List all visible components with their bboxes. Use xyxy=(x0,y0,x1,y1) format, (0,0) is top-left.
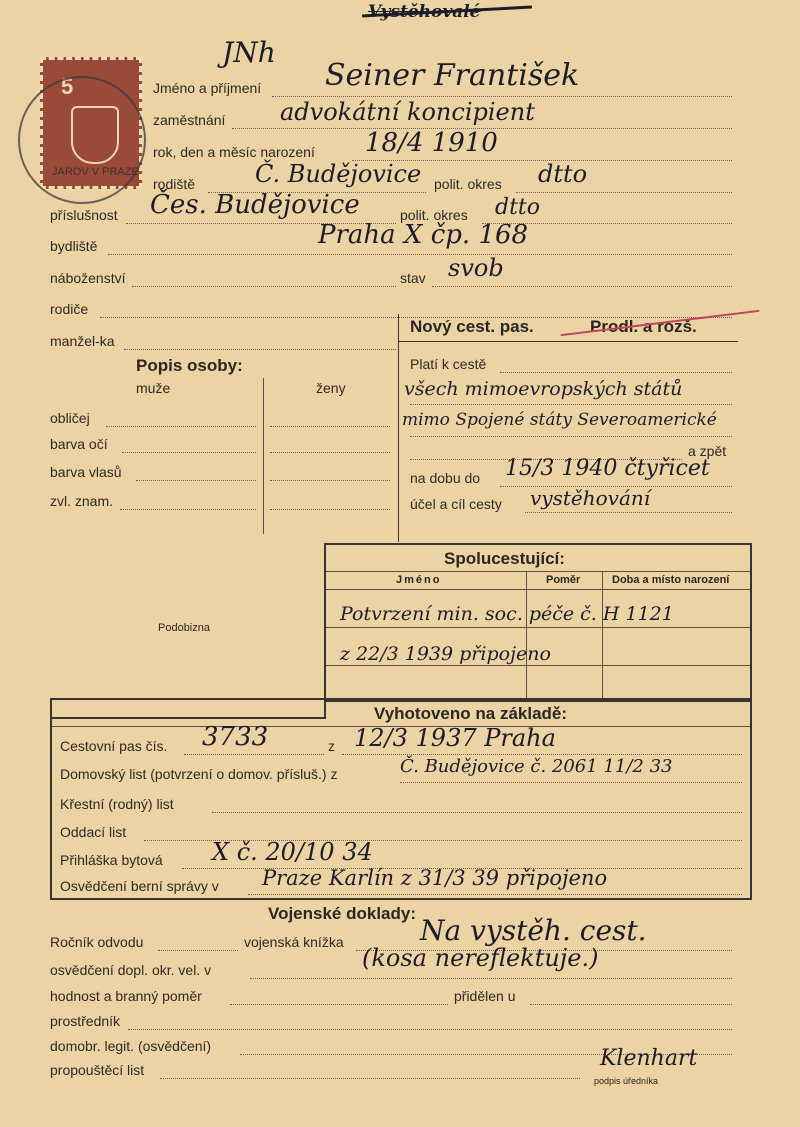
dots-prostrednik xyxy=(128,1029,732,1030)
label-krestni: Křestní (rodný) list xyxy=(60,796,174,812)
spolu-title: Spolucestující: xyxy=(444,549,565,568)
dots-popis-3b xyxy=(270,480,390,481)
label-prislusnost: příslušnost xyxy=(50,207,118,223)
value-berni: Praze Karlín z 31/3 39 připojeno xyxy=(262,866,608,890)
podobizna-label: Podobizna xyxy=(158,622,210,634)
spolu-line-2 xyxy=(326,589,750,590)
label-plati: Platí k cestě xyxy=(410,356,487,372)
label-pridelen: přidělen u xyxy=(454,988,516,1004)
popis-muze: muže xyxy=(136,380,171,396)
value-cestovni-z: 12/3 1937 Praha xyxy=(354,724,556,752)
photo-frame-right xyxy=(324,682,326,718)
label-oddaci: Oddací list xyxy=(60,824,127,840)
spolu-col-div-2 xyxy=(602,571,603,700)
spolu-col-div-1 xyxy=(526,571,527,700)
label-polit-okres-2: polit. okres xyxy=(400,207,468,223)
value-polit-okres: dtto xyxy=(538,160,588,188)
dots-popis-2b xyxy=(270,452,390,453)
dots-ucel xyxy=(525,512,732,513)
value-bydliste: Praha X čp. 168 xyxy=(318,220,529,250)
value-jmeno: Seiner František xyxy=(325,58,580,93)
dots-rocnik xyxy=(158,950,238,951)
label-z: z xyxy=(328,738,335,754)
dots-manzel xyxy=(124,349,396,350)
crossed-out-header: Vystěhovalé xyxy=(368,2,481,22)
value-prislusnost: Čes. Budějovice xyxy=(150,190,360,220)
value-doba: 15/3 1940 čtyřicet xyxy=(505,456,710,481)
dots-stav xyxy=(432,286,732,287)
label-bydliste: bydliště xyxy=(50,238,98,254)
label-berni: Osvědčení berní správy v xyxy=(60,878,219,894)
label-osvedceni: osvědčení dopl. okr. vel. v xyxy=(50,962,212,978)
dots-plati-3 xyxy=(410,436,732,437)
value-zamestnani: advokátní koncipient xyxy=(280,98,535,126)
value-narozeni: 18/4 1910 xyxy=(365,128,498,158)
value-plati-2: mimo Spojené státy Severoamerické xyxy=(402,410,717,430)
label-zamestnani: zaměstnání xyxy=(153,112,226,128)
signature: Klenhart xyxy=(600,1046,698,1071)
spolu-col-doba: Doba a místo narození xyxy=(612,574,730,586)
dots-pridelen xyxy=(530,1004,732,1005)
dots-popis-3a xyxy=(136,480,256,481)
vojenske-hw-1: Na vystěh. cest. xyxy=(420,914,647,947)
popis-row-4: zvl. znam. xyxy=(50,493,114,509)
dots-plati-2 xyxy=(410,404,732,405)
popis-zeny: ženy xyxy=(316,380,346,396)
label-stav: stav xyxy=(400,270,426,286)
label-jmeno: Jméno a příjmení xyxy=(153,80,262,96)
label-domovsky: Domovský list (potvrzení o domov. přísluš.) z xyxy=(60,766,338,782)
popis-title: Popis osoby: xyxy=(136,356,243,375)
label-ucel: účel a cíl cesty xyxy=(410,496,502,512)
label-prihlaska: Přihláška bytová xyxy=(60,852,163,868)
vojenske-hw-2: (kosa nereflektuje.) xyxy=(362,944,599,972)
pas-divider-v xyxy=(398,314,399,542)
dots-jmeno xyxy=(272,96,732,97)
popis-row-2: barva očí xyxy=(50,436,108,452)
value-polit-okres-2: dtto xyxy=(495,195,541,220)
label-polit-okres: polit. okres xyxy=(434,176,502,192)
label-a-zpet: a zpět xyxy=(688,443,727,459)
pas-title-2: Prodl. a rozš. xyxy=(590,317,697,336)
dots-propousteci xyxy=(160,1078,580,1079)
label-cestovni: Cestovní pas čís. xyxy=(60,738,168,754)
value-rodiste: Č. Budějovice xyxy=(255,160,422,188)
dots-popis-1a xyxy=(106,426,256,427)
vyhotoveno-box xyxy=(50,698,752,900)
dots-popis-2a xyxy=(122,452,256,453)
dots-polit-okres xyxy=(516,192,732,193)
dots-popis-4a xyxy=(120,509,256,510)
spolu-line-3 xyxy=(326,627,750,628)
dots-cestovni xyxy=(184,754,324,755)
podpis-label: podpis úředníka xyxy=(594,1076,659,1086)
popis-row-3: barva vlasů xyxy=(50,464,122,480)
spolu-line-1 xyxy=(326,571,750,572)
spolu-hw-1: Potvrzení min. soc. péče č. H 1121 xyxy=(340,603,674,625)
label-doba: na dobu do xyxy=(410,470,481,486)
value-cestovni: 3733 xyxy=(202,722,269,752)
postmark-ring xyxy=(18,76,146,204)
dots-domovsky xyxy=(400,782,742,783)
spolu-line-4 xyxy=(326,665,750,666)
spolu-hw-2: z 22/3 1939 připojeno xyxy=(340,643,551,665)
label-rocnik: Ročník odvodu xyxy=(50,934,144,950)
label-rodiste: rodiště xyxy=(153,176,196,192)
label-prostrednik: prostředník xyxy=(50,1013,121,1029)
value-stav: svob xyxy=(448,254,504,282)
dots-bydliste xyxy=(108,254,732,255)
spolu-col-pomer: Poměr xyxy=(546,574,581,586)
value-prihlaska: X č. 20/10 34 xyxy=(212,838,373,866)
label-narozeni: rok, den a měsíc narození xyxy=(153,144,315,160)
dots-popis-4b xyxy=(270,509,390,510)
pas-divider-h xyxy=(398,341,738,342)
spolucestujici-box xyxy=(324,543,752,702)
label-hodnost: hodnost a branný poměr xyxy=(50,988,202,1004)
dots-hodnost xyxy=(230,1004,448,1005)
label-propousteci: propouštěcí list xyxy=(50,1062,145,1078)
value-domovsky: Č. Budějovice č. 2061 11/2 33 xyxy=(400,756,673,777)
postmark-text: JAROV V PRAZE xyxy=(52,166,139,178)
pas-title: Nový cest. pas. xyxy=(410,317,534,336)
initials: JNh xyxy=(222,36,276,69)
dots-krestni xyxy=(212,812,742,813)
label-rodice: rodiče xyxy=(50,301,89,317)
value-plati-1: všech mimoevropských států xyxy=(404,378,683,400)
dots-popis-1b xyxy=(270,426,390,427)
value-ucel: vystěhování xyxy=(530,486,651,510)
photo-frame-bottom xyxy=(50,717,326,719)
label-nabozenstvi: náboženství xyxy=(50,270,126,286)
popis-row-1: obličej xyxy=(50,410,90,426)
dots-plati xyxy=(500,372,732,373)
dots-berni xyxy=(248,894,742,895)
vyhotoveno-title: Vyhotoveno na základě: xyxy=(374,704,568,723)
dots-cestovni-z xyxy=(342,754,742,755)
dots-nabozenstvi xyxy=(132,286,396,287)
stamp-value: 5 xyxy=(61,74,74,99)
label-domobr: domobr. legit. (osvědčení) xyxy=(50,1038,212,1054)
vojenske-title: Vojenské doklady: xyxy=(268,904,417,923)
popis-divider xyxy=(263,378,264,534)
spolu-col-jmeno: Jméno xyxy=(396,574,442,586)
dots-osvedceni xyxy=(250,978,732,979)
label-knizka: vojenská knížka xyxy=(244,934,344,950)
label-manzel: manžel-ka xyxy=(50,333,115,349)
